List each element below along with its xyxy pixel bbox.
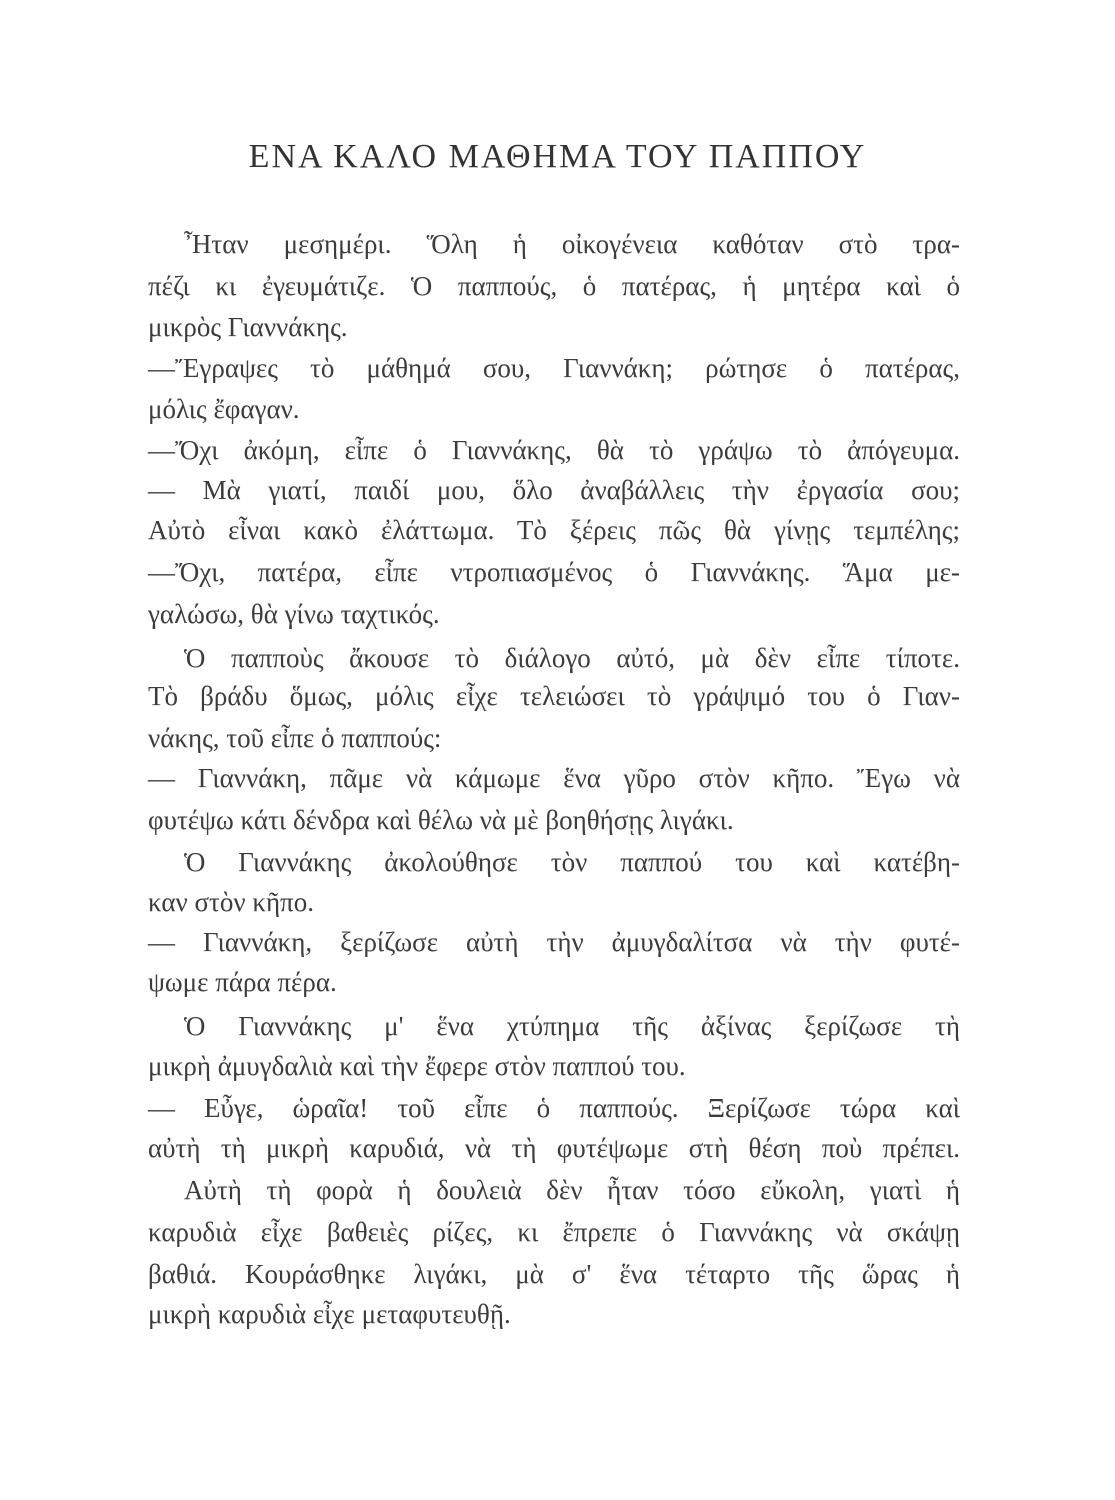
text-line: καν στὸν κῆπο. xyxy=(148,887,314,917)
text-line: μικρὸς Γιαννάκης. xyxy=(148,312,348,342)
text-line: βαθιά. Κουράσθηκε λιγάκι, μὰ σ' ἕνα τέταρτο τῆς ὥρας ἡ xyxy=(148,1259,960,1289)
text-line: —Ὄχι ἀκόμη, εἶπε ὁ Γιαννάκης, θὰ τὸ γράψω τὸ ἀπόγευμα. xyxy=(148,435,960,465)
text-line: — Μὰ γιατί, παιδί μου, ὅλο ἀναβάλλεις τὴν ἐργασία σου; xyxy=(148,475,960,505)
text-line: Αὐτὸ εἶναι κακὸ ἐλάττωμα. Τὸ ξέρεις πῶς θὰ γίνῃς τεμπέλης; xyxy=(148,515,960,545)
text-line: μικρὴ καρυδιὰ εἶχε μεταφυτευθῇ. xyxy=(148,1299,511,1329)
text-line: γαλώσω, θὰ γίνω ταχτικός. xyxy=(148,599,440,629)
text-line: — Εὖγε, ὡραῖα! τοῦ εἶπε ὁ παππούς. Ξερίζωσε τώρα καὶ xyxy=(148,1093,960,1123)
text-line: νάκης, τοῦ εἶπε ὁ παππούς: xyxy=(148,723,442,753)
text-line: αὐτὴ τὴ μικρὴ καρυδιά, νὰ τὴ φυτέψωμε στὴ θέση ποὺ πρέπει. xyxy=(148,1133,960,1163)
text-line: Τὸ βράδυ ὅμως, μόλις εἶχε τελειώσει τὸ γράψιμό του ὁ Γιαν- xyxy=(148,681,960,711)
text-line: Αὐτὴ τὴ φορὰ ἡ δουλειὰ δὲν ἦταν τόσο εὔκολη, γιατὶ ἡ xyxy=(184,1175,960,1205)
page-title: ΕΝΑ ΚΑΛΟ ΜΑΘΗΜΑ ΤΟΥ ΠΑΠΠΟΥ xyxy=(248,138,867,175)
text-line: φυτέψω κάτι δένδρα καὶ θέλω νὰ μὲ βοηθήσῃς λιγάκι. xyxy=(148,805,734,835)
text-line: Ἦταν μεσημέρι. Ὅλη ἡ οἰκογένεια καθόταν στὸ τρα- xyxy=(184,229,960,259)
text-line: —Ἔγραψες τὸ μάθημά σου, Γιαννάκη; ρώτησε ὁ πατέρας, xyxy=(148,353,960,383)
text-line: Ὁ παπποὺς ἄκουσε τὸ διάλογο αὐτό, μὰ δὲν εἶπε τίποτε. xyxy=(184,643,960,673)
text-line: ψωμε πάρα πέρα. xyxy=(148,967,337,997)
text-line: μικρὴ ἀμυγδαλιὰ καὶ τὴν ἔφερε στὸν παππού του. xyxy=(148,1051,686,1081)
text-line: μόλις ἔφαγαν. xyxy=(148,394,300,424)
text-line: —Ὄχι, πατέρα, εἶπε ντροπιασμένος ὁ Γιαννάκης. Ἅμα με- xyxy=(148,557,960,587)
text-line: Ὁ Γιαννάκης μ' ἕνα χτύπημα τῆς ἀξίνας ξερίζωσε τὴ xyxy=(184,1011,960,1041)
text-line: πέζι κι ἐγευμάτιζε. Ὁ παππούς, ὁ πατέρας, ἡ μητέρα καὶ ὁ xyxy=(148,271,960,301)
text-line: — Γιαννάκη, ξερίζωσε αὐτὴ τὴν ἀμυγδαλίτσα νὰ τὴν φυτέ- xyxy=(148,927,960,957)
text-line: — Γιαννάκη, πᾶμε νὰ κάμωμε ἕνα γῦρο στὸν κῆπο. Ἔγω νὰ xyxy=(148,763,960,793)
text-line: Ὁ Γιαννάκης ἀκολούθησε τὸν παππού του καὶ κατέβη- xyxy=(184,847,960,877)
text-line: καρυδιὰ εἶχε βαθειὲς ρίζες, κι ἔπρεπε ὁ Γιαννάκης νὰ σκάψῃ xyxy=(148,1217,960,1247)
